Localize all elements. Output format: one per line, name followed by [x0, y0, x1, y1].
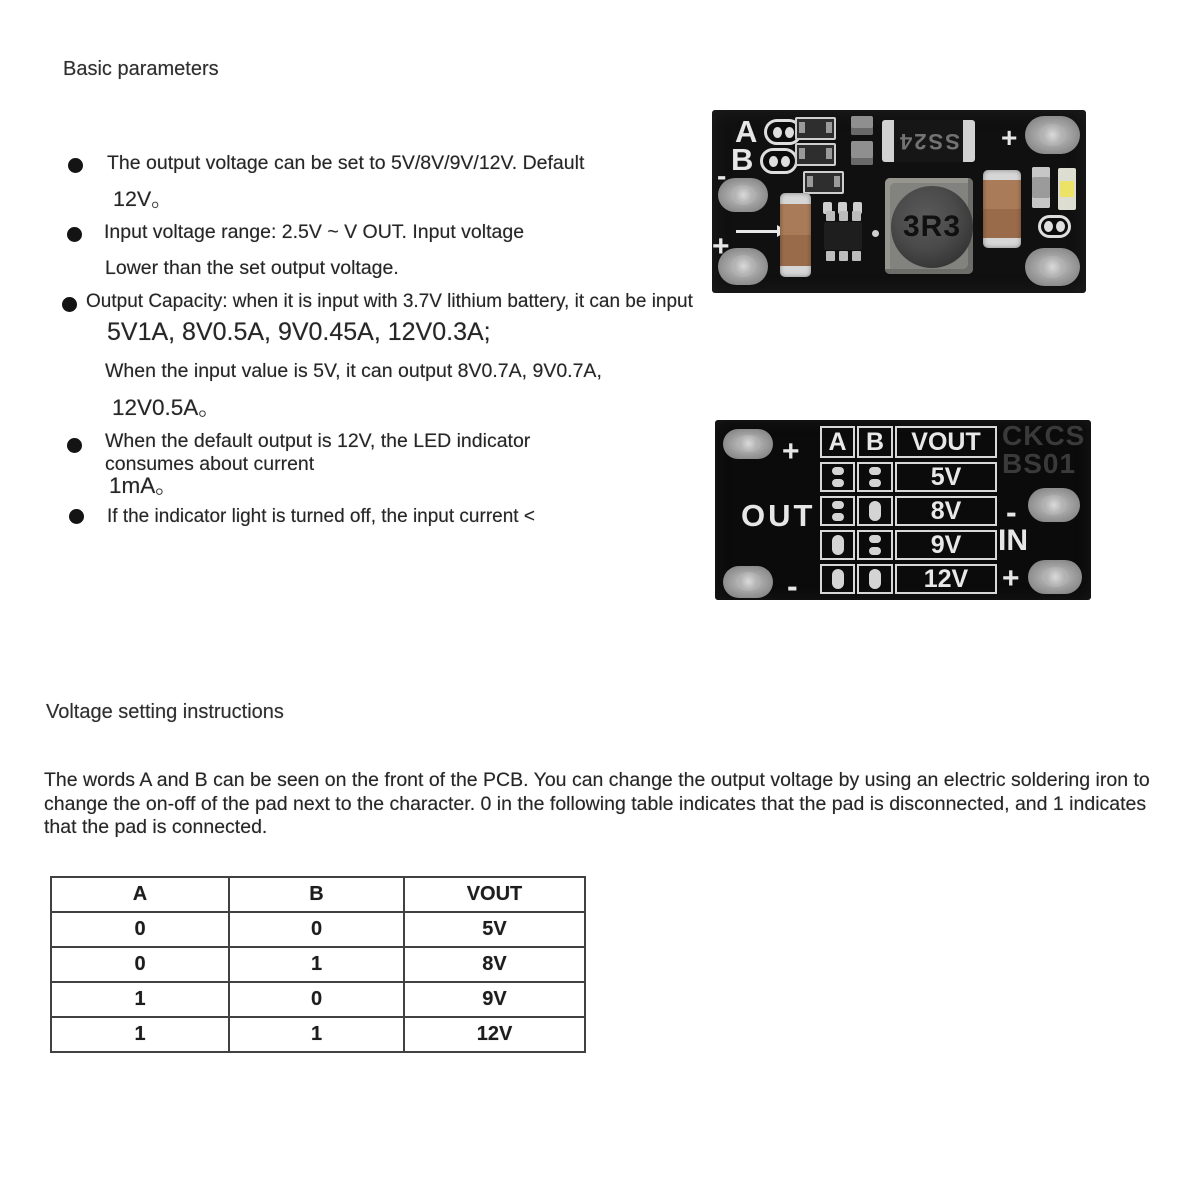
led-indicator — [1058, 168, 1076, 210]
cell-vout: 9V — [404, 982, 585, 1017]
resistor-component — [795, 143, 836, 166]
capacitor — [780, 193, 811, 277]
jumper-pad-glyph — [869, 569, 881, 589]
voltage-setting-paragraph: The words A and B can be seen on the front of the PCB. You can change the output voltage by using an electric soldering iron to change the on-off of the pad next to the character. 0 in the following table indicates that the pad is disconnected, and 1 indicates that the pad is connected. — [44, 769, 1150, 838]
out-minus-pad — [723, 566, 773, 598]
minus-mark: - — [1006, 494, 1017, 530]
bullet-marker — [67, 438, 82, 453]
col-header-b: B — [229, 877, 404, 912]
silk-pad-cell — [820, 564, 855, 594]
via-dot — [872, 230, 879, 237]
silk-pad-cell — [820, 462, 855, 492]
cell-a: 1 — [51, 1017, 229, 1052]
table-row — [51, 982, 585, 1017]
bullet-marker — [68, 158, 83, 173]
silk-pad-cell — [857, 530, 893, 560]
bullet-3-line-2: 5V1A, 8V0.5A, 9V0.45A, 12V0.3A; — [107, 318, 491, 346]
bullet-marker — [67, 227, 82, 242]
bullet-1-line-2: 12V。 — [113, 187, 173, 211]
plus-mark: + — [712, 230, 730, 263]
jumper-b-pad — [760, 148, 798, 174]
silk-header-vout: VOUT — [895, 426, 997, 458]
diode-ss24: SS24 — [882, 120, 975, 162]
jumper-pad — [1038, 215, 1071, 238]
voltage-setting-table — [50, 876, 586, 1053]
jumper-pad-glyph — [869, 501, 881, 521]
jumper-a-label: A — [735, 114, 758, 149]
minus-mark: - — [787, 568, 798, 600]
bullet-1-line-1: The output voltage can be set to 5V/8V/9V/12V. Default — [107, 152, 585, 174]
bullet-3-line-1: Output Capacity: when it is input with 3.7V lithium battery, it can be input — [86, 291, 693, 312]
smd-component — [851, 116, 873, 135]
section-title-basic-parameters: Basic parameters — [63, 58, 219, 80]
table-row — [51, 912, 585, 947]
pcb-back-photo — [715, 420, 1091, 600]
jumper-b-label: B — [731, 142, 754, 177]
silk-pad-cell — [857, 496, 893, 526]
in-label: IN — [998, 524, 1028, 557]
resistor-component — [1032, 167, 1050, 208]
table-row — [51, 947, 585, 982]
plus-mark: + — [1001, 122, 1018, 153]
silk-vout-9v: 9V — [895, 530, 997, 560]
jumper-pad-glyph — [832, 535, 844, 555]
jumper-pad-glyph — [832, 569, 844, 589]
pcb-front-photo — [712, 110, 1086, 293]
silk-pad-cell — [857, 564, 893, 594]
bullet-4-line-3: 1mA。 — [109, 473, 178, 498]
cell-b: 0 — [229, 982, 404, 1017]
pcb-back-silkscreen-table — [820, 426, 997, 594]
bullet-3-line-4: 12V0.5A。 — [112, 395, 221, 420]
cell-a: 0 — [51, 947, 229, 982]
cell-a: 0 — [51, 912, 229, 947]
bullet-4-line-1: When the default output is 12V, the LED indicator — [105, 430, 531, 452]
cell-b: 0 — [229, 912, 404, 947]
silk-vout-12v: 12V — [895, 564, 997, 594]
silk-vout-8v: 8V — [895, 496, 997, 526]
bullet-5-line-1: If the indicator light is turned off, the input current < — [107, 506, 535, 527]
cell-vout: 8V — [404, 947, 585, 982]
silk-pad-cell — [857, 462, 893, 492]
col-header-vout: VOUT — [404, 877, 585, 912]
cell-b: 1 — [229, 947, 404, 982]
silk-vout-5v: 5V — [895, 462, 997, 492]
in-plus-pad — [1028, 560, 1082, 594]
cell-a: 1 — [51, 982, 229, 1017]
resistor-component — [795, 117, 836, 140]
out-label: OUT — [741, 498, 816, 533]
bullet-4-line-2: consumes about current — [105, 453, 315, 475]
brand-text-ckcs: CKCS — [1002, 420, 1086, 451]
table-row — [51, 1017, 585, 1052]
ic-chip — [824, 222, 862, 250]
capacitor — [983, 170, 1021, 248]
bullet-2-line-1: Input voltage range: 2.5V ~ V OUT. Input voltage — [104, 221, 525, 243]
table-header-row — [51, 877, 585, 912]
silk-header-b: B — [857, 426, 893, 458]
bullet-3-line-3: When the input value is 5V, it can output 8V0.7A, 9V0.7A, — [105, 360, 602, 382]
silk-header-a: A — [820, 426, 855, 458]
cell-vout: 5V — [404, 912, 585, 947]
cell-vout: 12V — [404, 1017, 585, 1052]
smd-component — [851, 141, 873, 165]
solder-pad — [1025, 116, 1080, 154]
section-title-voltage-setting: Voltage setting instructions — [46, 701, 284, 723]
bullet-marker — [62, 297, 77, 312]
minus-mark: - — [717, 160, 727, 191]
plus-mark: + — [1002, 562, 1020, 595]
out-plus-pad — [723, 429, 773, 459]
in-minus-pad — [1028, 488, 1080, 522]
jumper-pad-glyph — [869, 467, 881, 487]
silk-pad-cell — [820, 530, 855, 560]
bullet-2-line-2: Lower than the set output voltage. — [105, 257, 399, 279]
resistor-component — [803, 171, 844, 194]
current-flow-arrow-icon — [736, 230, 778, 233]
cell-b: 1 — [229, 1017, 404, 1052]
jumper-pad-glyph — [832, 501, 844, 521]
silk-pad-cell — [820, 496, 855, 526]
col-header-a: A — [51, 877, 229, 912]
jumper-pad-glyph — [832, 467, 844, 487]
bullet-marker — [69, 509, 84, 524]
inductor-3r3: 3R3 — [891, 186, 973, 268]
jumper-pad-glyph — [869, 535, 881, 555]
plus-mark: + — [782, 435, 800, 468]
solder-pad — [1025, 248, 1080, 286]
brand-text-bs01: BS01 — [1002, 448, 1077, 479]
